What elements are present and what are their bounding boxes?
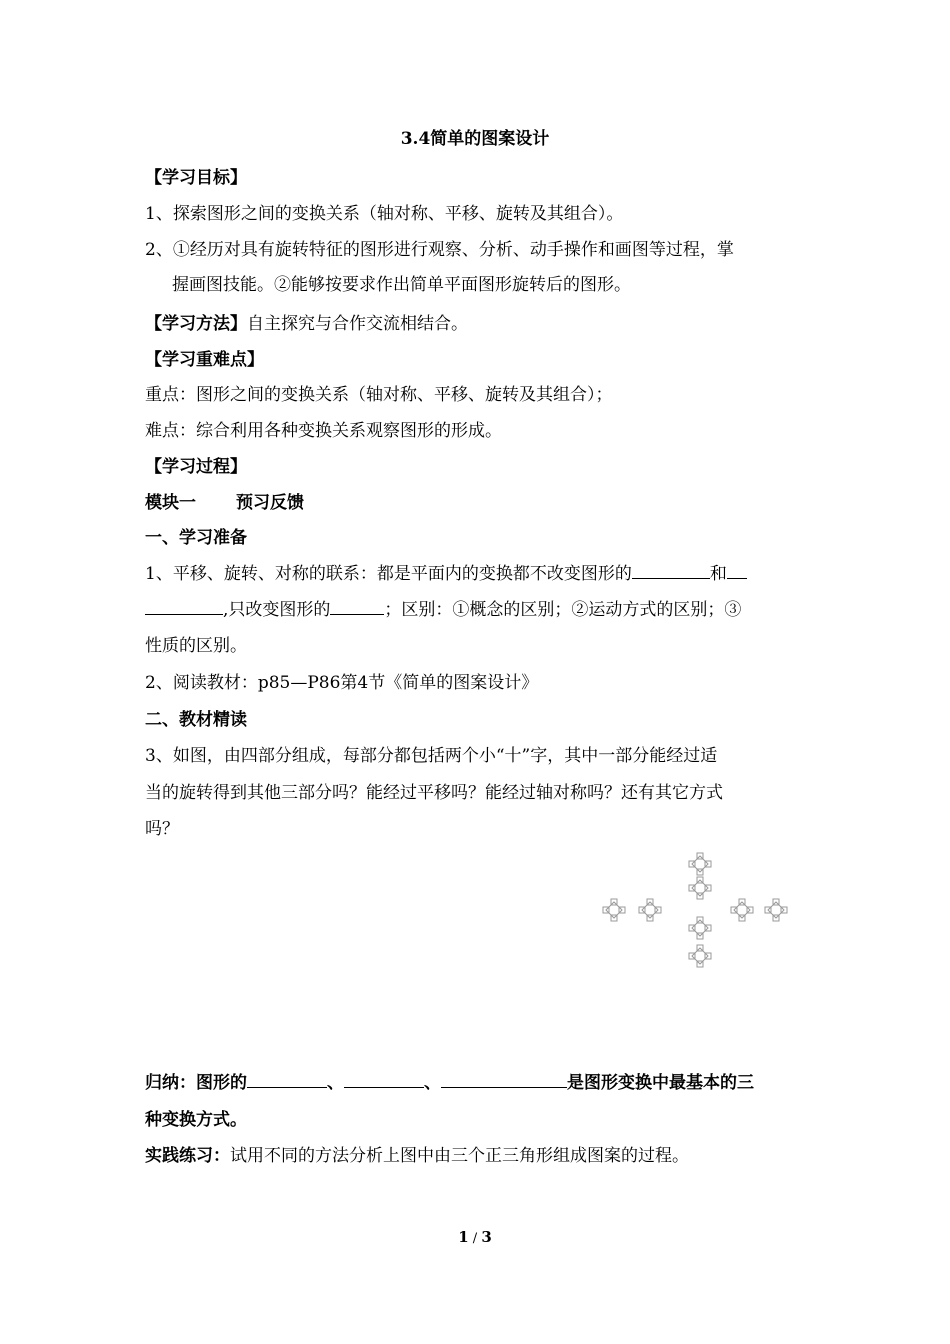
page-current: 1 <box>458 1228 469 1246</box>
blank-2-start[interactable] <box>727 561 747 579</box>
practice-text: 试用不同的方法分析上图中由三个正三角形组成图案的过程。 <box>230 1146 689 1166</box>
cross-pattern-figure <box>600 850 795 970</box>
cross-top-2 <box>689 877 711 899</box>
question-1-line-1 <box>145 559 747 584</box>
cross-right-2 <box>765 899 787 921</box>
key-point: 重点：图形之间的变换关系（轴对称、平移、旋转及其组合）； <box>145 385 613 405</box>
practice-label: 实践练习： <box>145 1146 230 1166</box>
question-3-line-2: 当的旋转得到其他三部分吗？能经过平移吗？能经过轴对称吗？还有其它方式 <box>145 783 723 803</box>
q1-text-a: 1、平移、旋转、对称的联系：都是平面内的变换都不改变图形的 <box>145 564 632 584</box>
question-1-line-3: 性质的区别。 <box>145 636 247 656</box>
cross-left-2 <box>639 899 661 921</box>
method-heading: 【学习方法】 <box>145 314 247 334</box>
cross-left-1 <box>603 899 625 921</box>
question-3-line-1: 3、如图，由四部分组成，每部分都包括两个小“十”字，其中一部分能经过适 <box>145 746 718 766</box>
page-title: 3.4简单的图案设计 <box>400 129 550 149</box>
process-heading: 【学习过程】 <box>145 457 247 477</box>
page-number <box>0 1228 950 1246</box>
q1-text-d: ；区别：①概念的区别；②运动方式的区别；③ <box>384 600 742 620</box>
goal-1: 1、探索图形之间的变换关系（轴对称、平移、旋转及其组合）。 <box>145 204 624 224</box>
q1-text-b: 和 <box>709 564 727 584</box>
blank-1[interactable] <box>632 561 710 579</box>
cross-top-1 <box>689 853 711 875</box>
summary-line-2: 种变换方式。 <box>145 1110 247 1130</box>
summary-text-b: 是图形变换中最基本的三 <box>567 1073 754 1093</box>
method-line <box>145 309 468 334</box>
page-separator: / <box>472 1231 478 1246</box>
goal-2-line-1: 2、①经历对具有旋转特征的图形进行观察、分析、动手操作和画图等过程，掌 <box>145 240 734 260</box>
goal-2-line-2: 握画图技能。②能够按要求作出简单平面图形旋转后的图形。 <box>172 275 631 295</box>
practice-line <box>145 1141 689 1166</box>
reading-heading: 二、教材精读 <box>145 710 247 730</box>
summary-text-a: 归纳：图形的 <box>145 1073 247 1093</box>
blank-2-end[interactable] <box>145 597 223 615</box>
goals-heading: 【学习目标】 <box>145 168 247 188</box>
cross-bottom-1 <box>689 917 711 939</box>
summary-sep-2: 、 <box>424 1073 441 1093</box>
q1-text-c: ,只改变图形的 <box>223 600 331 620</box>
prep-heading: 一、学习准备 <box>145 528 247 548</box>
question-3-line-3: 吗？ <box>145 819 179 839</box>
difficult-point: 难点：综合利用各种变换关系观察图形的形成。 <box>145 421 502 441</box>
module-heading <box>145 488 304 513</box>
blank-3[interactable] <box>330 597 384 615</box>
summary-blank-3[interactable] <box>441 1070 567 1088</box>
summary-line-1 <box>145 1068 754 1093</box>
summary-blank-1[interactable] <box>247 1070 327 1088</box>
question-1-line-2 <box>145 595 741 620</box>
summary-sep-1: 、 <box>327 1073 344 1093</box>
method-text: 自主探究与合作交流相结合。 <box>247 314 468 334</box>
key-heading: 【学习重难点】 <box>145 350 264 370</box>
question-2: 2、阅读教材：p85—P86第4节《简单的图案设计》 <box>145 673 539 693</box>
page-total: 3 <box>481 1228 492 1246</box>
cross-bottom-2 <box>689 945 711 967</box>
module-label: 模块一 <box>145 493 196 513</box>
module-title: 预习反馈 <box>236 493 304 513</box>
cross-right-1 <box>731 899 753 921</box>
summary-blank-2[interactable] <box>344 1070 424 1088</box>
